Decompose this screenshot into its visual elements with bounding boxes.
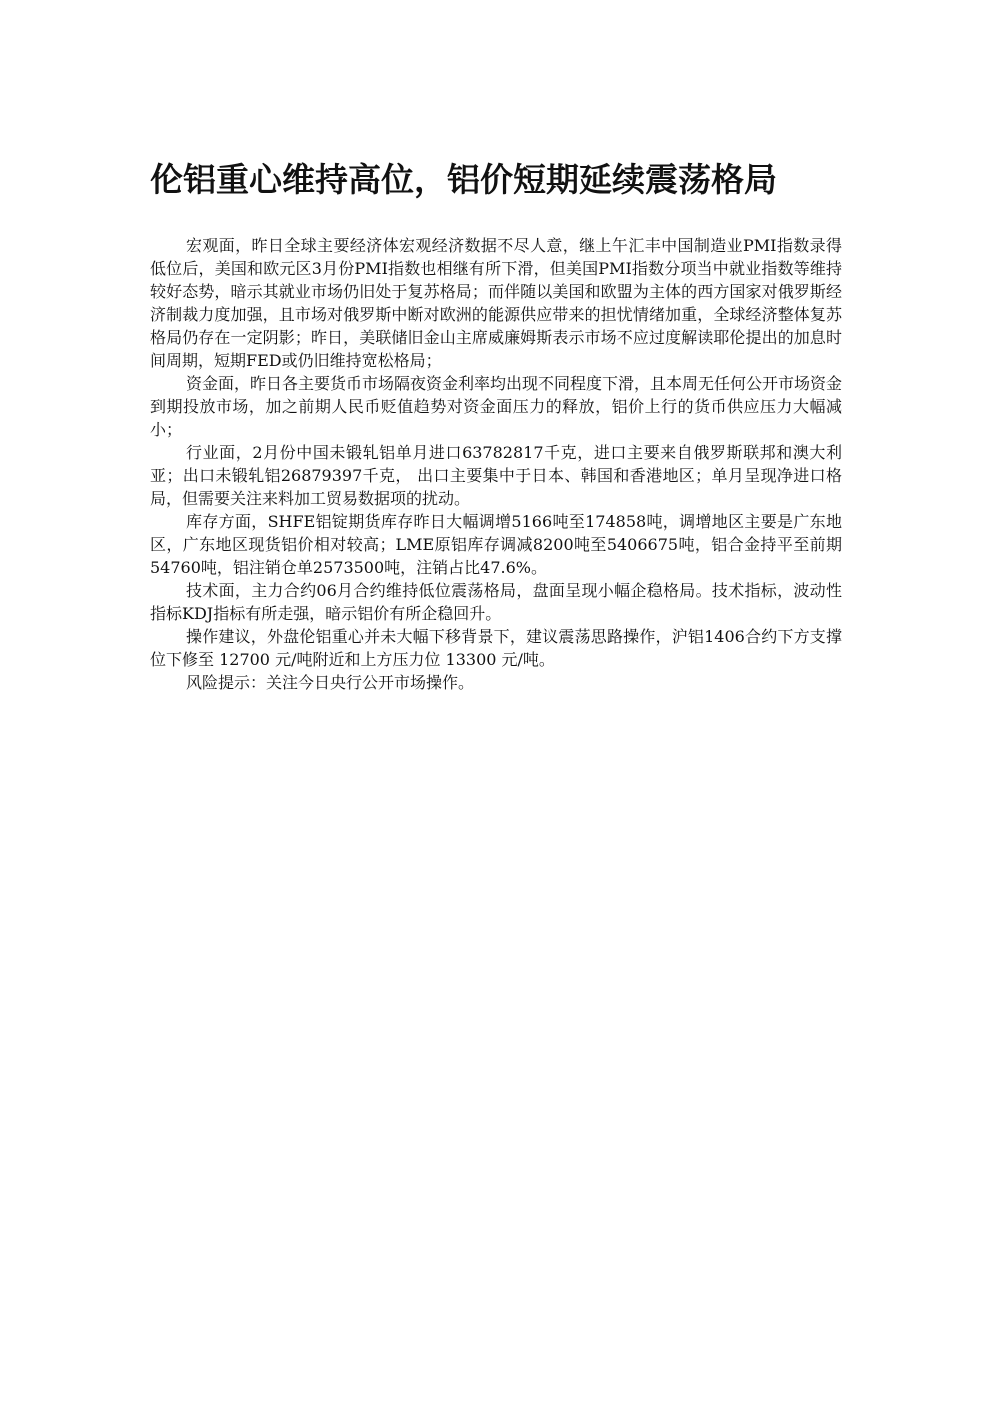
- document-title: 伦铝重心维持高位，铝价短期延续震荡格局: [150, 160, 777, 199]
- paragraph-inventory: 库存方面，SHFE铝锭期货库存昨日大幅调增5166吨至174858吨，调增地区主要是广东地区，广东地区现货铝价相对较高；LME原铝库存调减8200吨至5406675吨，铝合金持平至前期54760吨，铝注销仓单2573500吨，注销占比47.6%。: [150, 512, 842, 577]
- paragraph-risk: 风险提示：关注今日央行公开市场操作。: [186, 673, 475, 692]
- paragraph-suggestion: 操作建议，外盘伦铝重心并未大幅下移背景下，建议震荡思路操作，沪铝1406合约下方支撑位下修至 12700 元/吨附近和上方压力位 13300 元/吨。: [150, 627, 842, 669]
- paragraph-macro: 宏观面，昨日全球主要经济体宏观经济数据不尽人意，继上午汇丰中国制造业PMI指数录得低位后，美国和欧元区3月份PMI指数也相继有所下滑，但美国PMI指数分项当中就业指数等维持较好态势，暗示其就业市场仍旧处于复苏格局；而伴随以美国和欧盟为主体的西方国家对俄罗斯经济制裁力度加强，且市场对俄罗斯中断对欧洲的能源供应带来的担忧情绪加重，全球经济整体复苏格局仍存在一定阴影；昨日，美联储旧金山主席威廉姆斯表示市场不应过度解读耶伦提出的加息时间周期，短期FED或仍旧维持宽松格局；: [150, 236, 842, 370]
- document-body: [150, 234, 842, 694]
- paragraph-industry: 行业面，2月份中国未锻轧铝单月进口63782817千克，进口主要来自俄罗斯联邦和澳大利亚；出口未锻轧铝26879397千克， 出口主要集中于日本、韩国和香港地区；单月呈现净进口格局，但需要关注来料加工贸易数据项的扰动。: [150, 443, 842, 508]
- paragraph-technical: 技术面，主力合约06月合约维持低位震荡格局，盘面呈现小幅企稳格局。技术指标，波动性指标KDJ指标有所走强，暗示铝价有所企稳回升。: [150, 581, 842, 623]
- paragraph-funding: 资金面，昨日各主要货币市场隔夜资金利率均出现不同程度下滑，且本周无任何公开市场资金到期投放市场，加之前期人民币贬值趋势对资金面压力的释放，铝价上行的货币供应压力大幅减小；: [150, 374, 843, 439]
